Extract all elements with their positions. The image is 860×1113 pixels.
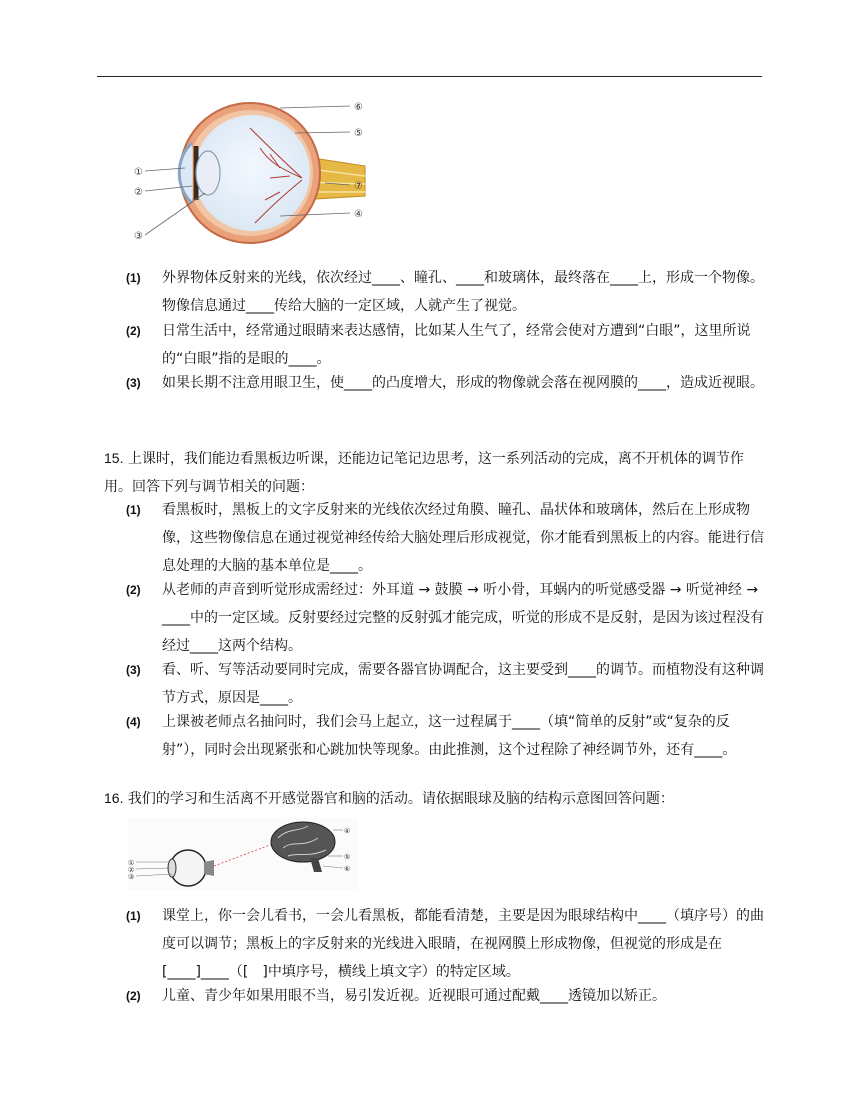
figure2-label: ①	[128, 859, 135, 867]
figure2-label: ⑤	[344, 853, 351, 861]
sub-text: 儿童、青少年如果用眼不当，易引发近视。近视眼可通过配戴____透镜加以矫正。	[162, 988, 666, 1004]
q15-sub-2	[126, 576, 766, 660]
figure1-label: ⑤	[354, 128, 363, 139]
sub-number: (1)	[126, 909, 141, 923]
question-16	[104, 784, 769, 813]
sub-number: (2)	[126, 324, 141, 338]
figure1-label: ⑥	[354, 102, 363, 113]
figure2-label: ②	[128, 866, 135, 874]
figure2-label: ③	[128, 873, 135, 881]
sub-text: 课堂上，你一会儿看书，一会儿看黑板，都能看清楚，主要是因为眼球结构中____（填序号）的曲度可以调节；黑板上的字反射来的光线进入眼睛，在视网膜上形成物像，但视觉的形成是在[____]____（[ ]中填序号，横线上填文字）的特定区域。	[162, 908, 764, 980]
eyeball-diagram	[130, 88, 375, 248]
q15-sub-4	[126, 708, 766, 764]
q16-sub-1	[126, 902, 766, 986]
q14-sub-3	[126, 369, 766, 397]
q16-sub-2	[126, 982, 766, 1010]
figure2-label: ⑥	[344, 865, 351, 873]
figure1-label: ①	[134, 167, 143, 178]
sub-text: 从老师的声音到听觉形成需经过：外耳道 → 鼓膜 → 听小骨，耳蜗内的听觉感受器 → 听觉神经 → ____中的一定区域。反射要经过完整的反射弧才能完成，听觉的形成不是反射，是因为该过程没有经过____这两个结构。	[162, 582, 764, 654]
figure1-label: ⑦	[354, 181, 363, 192]
figure1-label: ④	[354, 209, 363, 220]
sub-text: 外界物体反射来的光线，依次经过____、瞳孔、____和玻璃体，最终落在____上，形成一个物像。物像信息通过____传给大脑的一定区域，人就产生了视觉。	[162, 270, 764, 314]
sub-number: (2)	[126, 583, 141, 597]
eye-brain-diagram	[128, 818, 358, 890]
question-stem: 上课时，我们能边看黑板边听课，还能边记笔记边思考，这一系列活动的完成，离不开机体的调节作用。回答下列与调节相关的问题：	[104, 451, 744, 495]
sub-number: (3)	[126, 376, 141, 390]
sub-text: 日常生活中，经常通过眼睛来表达感情，比如某人生气了，经常会使对方遭到“白眼”，这里所说的“白眼”指的是眼的____。	[162, 323, 751, 367]
sub-text: 看黑板时，黑板上的文字反射来的光线依次经过角膜、瞳孔、晶状体和玻璃体，然后在上形成物像，这些物像信息在通过视觉神经传给大脑处理后形成视觉，你才能看到黑板上的内容。能进行信息处理的大脑的基本单位是____。	[162, 502, 764, 574]
sub-text: 如果长期不注意用眼卫生，使____的凸度增大，形成的物像就会落在视网膜的____，造成近视眼。	[162, 375, 764, 391]
sub-number: (1)	[126, 503, 141, 517]
figure1-label: ③	[134, 231, 143, 242]
question-stem: 我们的学习和生活离不开感觉器官和脑的活动。请依据眼球及脑的结构示意图回答问题：	[127, 791, 674, 807]
sub-text: 看、听、写等活动要同时完成，需要各器官协调配合，这主要受到____的调节。而植物没有这种调节方式，原因是____。	[162, 662, 764, 706]
q14-sub-2	[126, 317, 766, 373]
question-number: 15.	[104, 450, 124, 466]
figure1-label: ②	[134, 187, 143, 198]
header-rule	[97, 76, 762, 77]
q15-sub-3	[126, 656, 766, 712]
question-15	[104, 444, 769, 501]
sub-number: (1)	[126, 271, 141, 285]
q14-sub-1	[126, 264, 766, 320]
sub-number: (3)	[126, 663, 141, 677]
figure2-label: ④	[344, 827, 351, 835]
sub-number: (2)	[126, 989, 141, 1003]
sub-text: 上课被老师点名抽问时，我们会马上起立，这一过程属于____（填“简单的反射”或“复杂的反射”），同时会出现紧张和心跳加快等现象。由此推测，这个过程除了神经调节外，还有____。	[162, 714, 737, 758]
q15-sub-1	[126, 496, 766, 580]
question-number: 16.	[104, 790, 124, 806]
sub-number: (4)	[126, 715, 141, 729]
